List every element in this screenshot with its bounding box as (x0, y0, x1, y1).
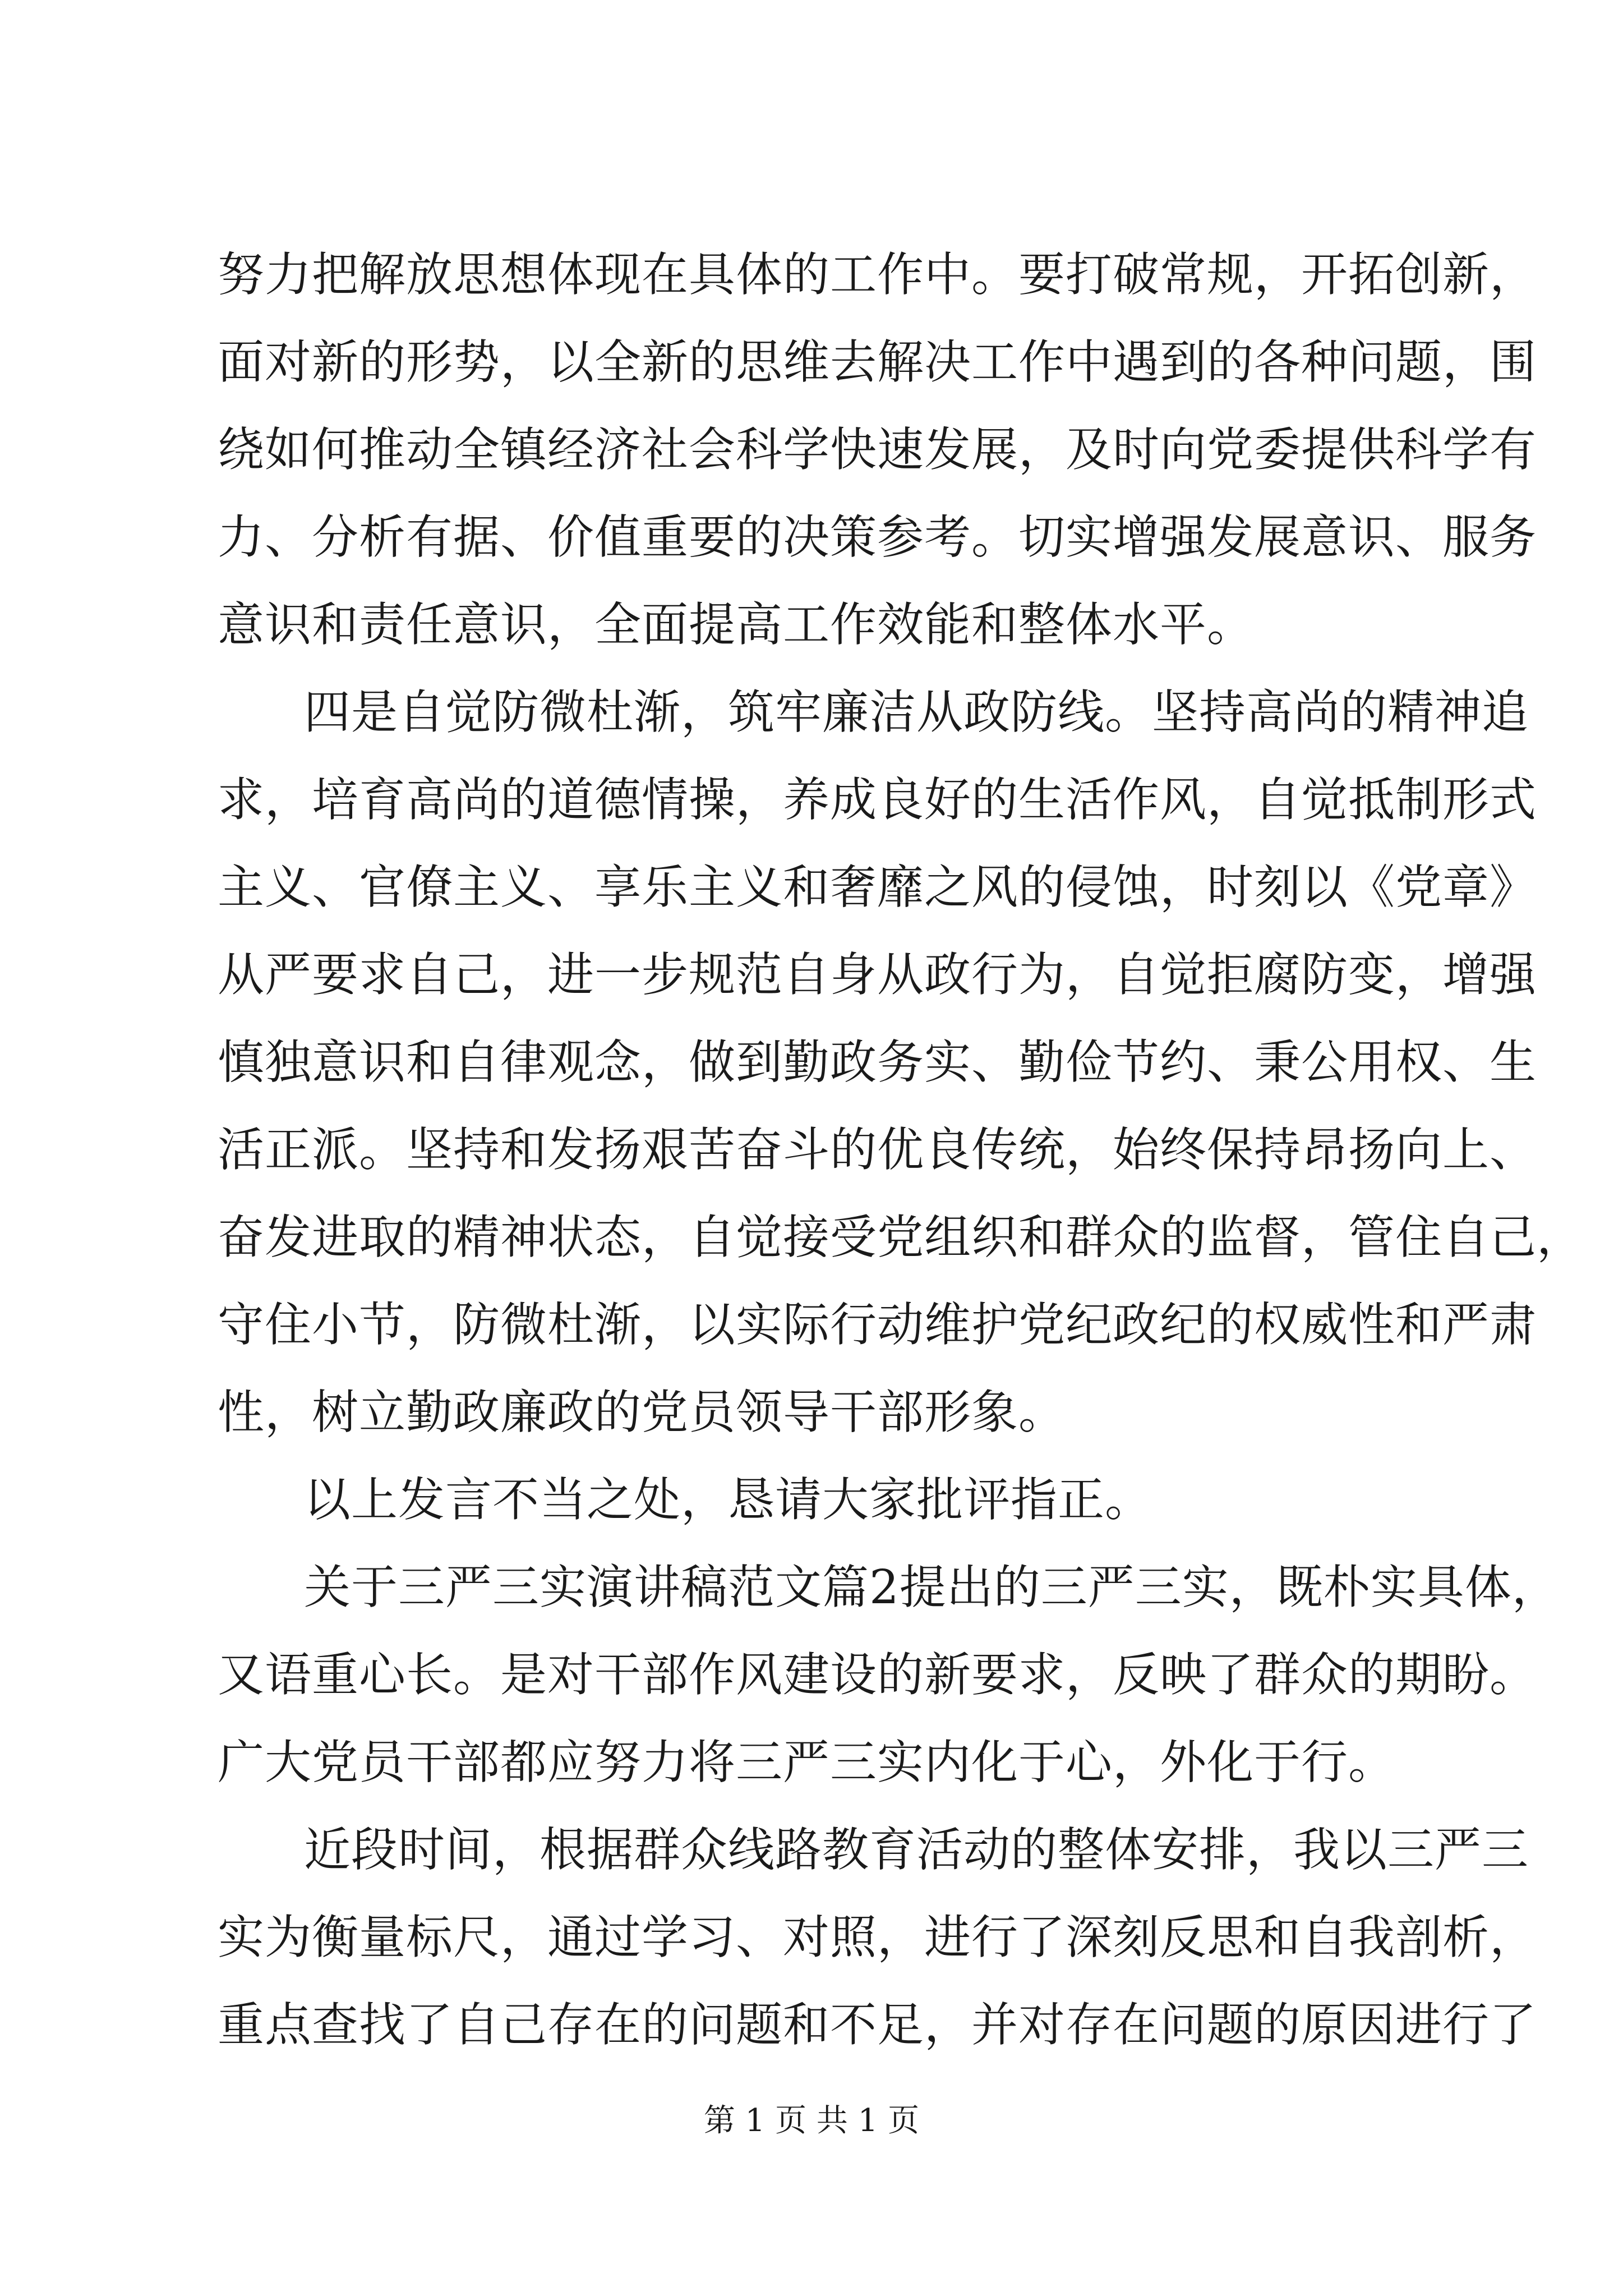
text-line-8: 主义、官僚主义、享乐主义和奢靡之风的侵蚀，时刻以《党章》 (218, 860, 1537, 914)
text-line-6: 四是自觉防微杜渐，筑牢廉洁从政防线。坚持高尚的精神追 (304, 685, 1529, 739)
text-line-2: 面对新的形势，以全新的思维去解决工作中遇到的各种问题，围 (218, 335, 1537, 389)
text-line-13: 守住小节，防微杜渐，以实际行动维护党纪政纪的权威性和严肃 (218, 1297, 1537, 1352)
text-line-15: 以上发言不当之处，恳请大家批评指正。 (304, 1473, 1152, 1527)
text-line-11: 活正派。坚持和发扬艰苦奋斗的优良传统，始终保持昂扬向上、 (218, 1122, 1537, 1177)
text-line-12: 奋发进取的精神状态，自觉接受党组织和群众的监督，管住自己， (218, 1210, 1584, 1264)
text-line-5: 意识和责任意识，全面提高工作效能和整体水平。 (218, 597, 1254, 652)
text-line-14: 性，树立勤政廉政的党员领导干部形象。 (218, 1385, 1066, 1439)
text-line-10: 慎独意识和自律观念，做到勤政务实、勤俭节约、秉公用权、生 (218, 1035, 1537, 1089)
text-line-20: 实为衡量标尺，通过学习、对照，进行了深刻反思和自我剖析， (218, 1910, 1537, 1964)
text-line-17: 又语重心长。是对干部作风建设的新要求，反映了群众的期盼。 (218, 1648, 1537, 1702)
text-line-1: 努力把解放思想体现在具体的工作中。要打破常规，开拓创新， (218, 247, 1537, 302)
text-line-9: 从严要求自己，进一步规范自身从政行为，自觉拒腐防变，增强 (218, 947, 1537, 1002)
text-line-19: 近段时间，根据群众线路教育活动的整体安排，我以三严三 (304, 1823, 1529, 1877)
text-line-16: 关于三严三实演讲稿范文篇2提出的三严三实，既朴实具体， (304, 1560, 1559, 1614)
text-line-18: 广大党员干部都应努力将三严三实内化于心，外化于行。 (218, 1735, 1395, 1789)
text-line-7: 求，培育高尚的道德情操，养成良好的生活作风，自觉抵制形式 (218, 772, 1537, 827)
page-number-footer: 第 1 页 共 1 页 (703, 2102, 920, 2139)
text-line-21: 重点查找了自己存在的问题和不足，并对存在问题的原因进行了 (218, 1998, 1537, 2052)
text-line-4: 力、分析有据、价值重要的决策参考。切实增强发展意识、服务 (218, 510, 1537, 564)
text-line-3: 绕如何推动全镇经济社会科学快速发展，及时向党委提供科学有 (218, 422, 1537, 477)
